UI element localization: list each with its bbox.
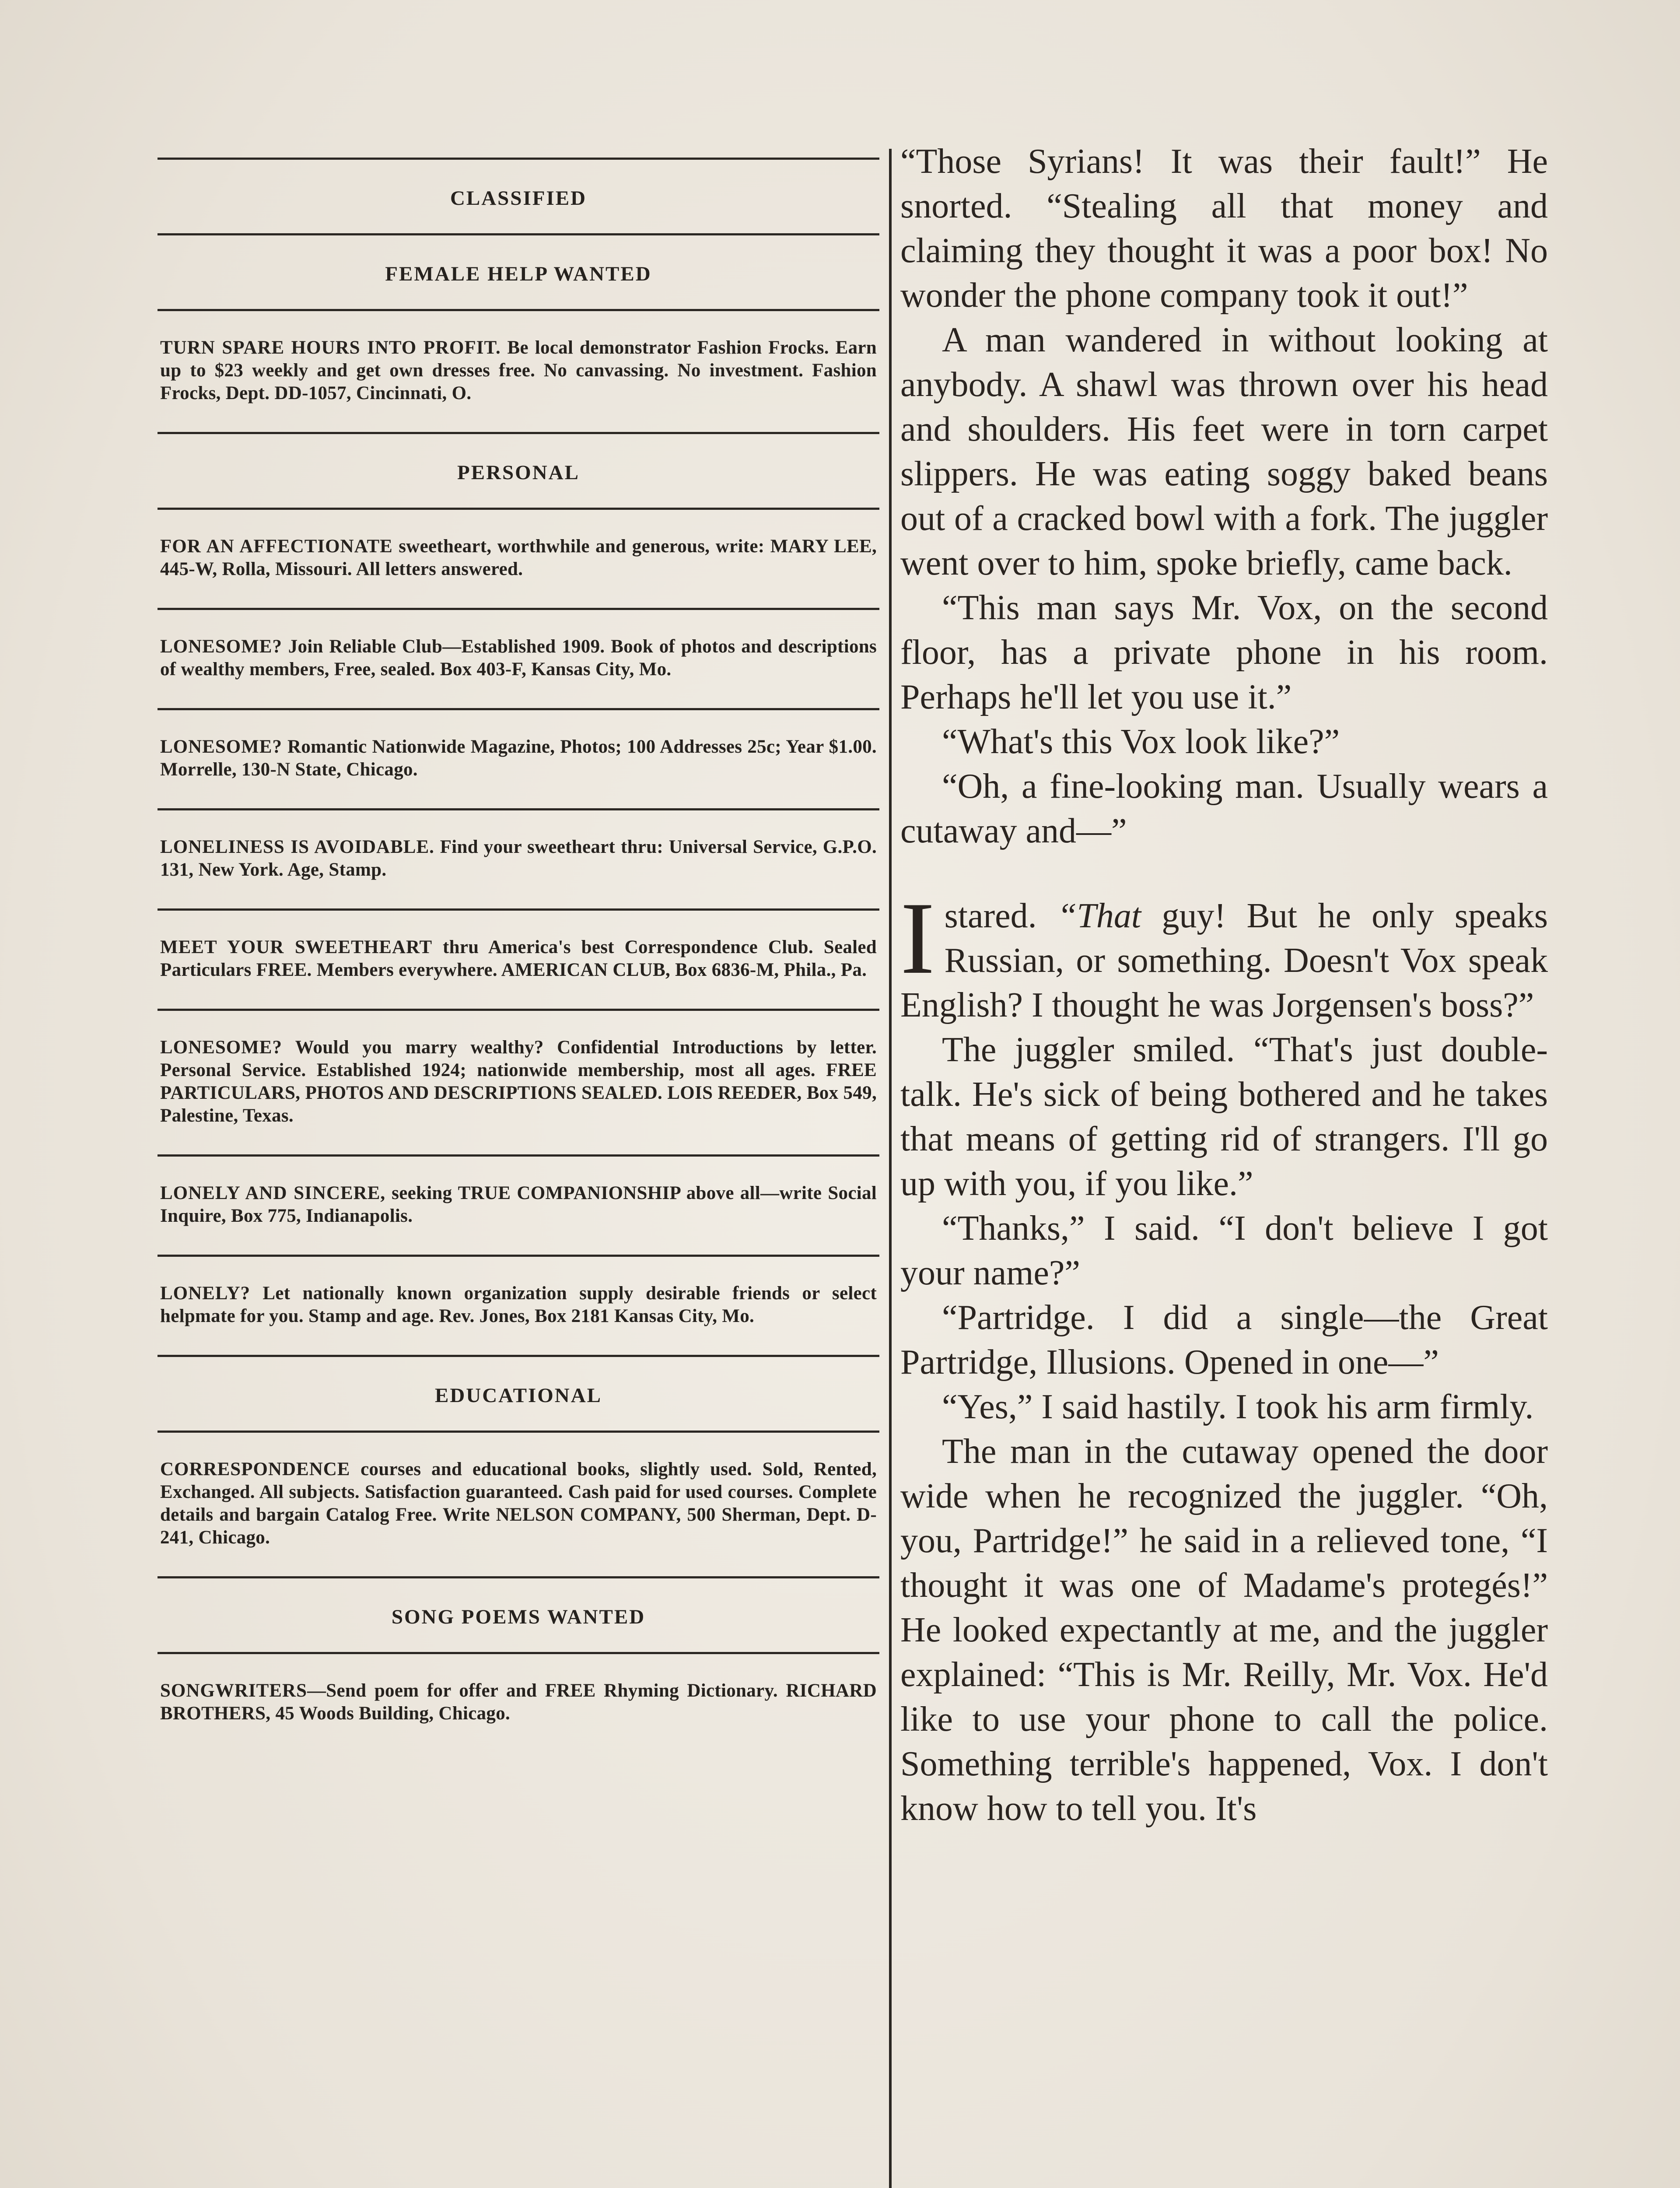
column-divider: [889, 149, 892, 2188]
dropcap-paragraph: [900, 881, 1548, 1027]
ad-body: Would you marry wealthy? Confidential Introductions by letter. Personal Service. Established 1924; nationwide membership, most all ages. FREE PARTICULARS, PHOTOS AND DESCRIPTIONS SEALED. LOIS REEDER, Box 549, Palestine, Texas.: [160, 1037, 877, 1126]
classified-ad: [158, 810, 879, 908]
ad-lead: CORRESPONDENCE: [160, 1459, 350, 1480]
classified-ad: [158, 1654, 879, 1752]
ad-body: Romantic Nationwide Magazine, Photos; 100 Addresses 25c; Year $1.00. Morrelle, 130-N State, Chicago.: [160, 736, 877, 780]
story-paragraphs-after: [900, 1027, 1548, 1831]
section-heading: FEMALE HELP WANTED: [385, 263, 652, 285]
ad-body: Join Reliable Club—Established 1909. Book of photos and descriptions of wealthy members, Free, sealed. Box 403-F, Kansas City, Mo.: [160, 636, 877, 680]
section-heading: SONG POEMS WANTED: [391, 1606, 646, 1628]
ad-lead: LONESOME?: [160, 1037, 282, 1058]
dropcap-text-after: guy! But he only speaks Russian, or something. Doesn't Vox speak English? I thought he was Jorgensen's boss?”: [900, 897, 1548, 1024]
ad-body: Be local demonstrator Fashion Frocks. Earn up to $23 weekly and get own dresses free. No canvassing. No investment. Fashion Frocks, Dept. DD-1057, Cincinnati, O.: [160, 337, 877, 403]
classified-ad: [158, 1433, 879, 1576]
classified-ad: [158, 510, 879, 608]
classified-ad: [158, 1257, 879, 1355]
story-paragraph: “Those Syrians! It was their fault!” He snorted. “Stealing all that money and claiming they thought it was a poor box! No wonder the phone company took it out!”: [900, 142, 1548, 315]
ad-body: seeking TRUE COMPANIONSHIP above all—write Social Inquire, Box 775, Indianapolis.: [160, 1183, 877, 1226]
story-paragraph: “Yes,” I said hastily. I took his arm firmly.: [942, 1388, 1534, 1426]
story-paragraph: The man in the cutaway opened the door wide when he recognized the juggler. “Oh, you, Partridge!” he said in a relieved tone, “I thought it was one of Madame's protegés!” He looked expectantly at me, and the juggler explained: “This is Mr. Reilly, Mr. Vox. He'd like to use your phone to call the police. Something terrible's happened, Vox. I don't know how to tell you. It's: [900, 1432, 1548, 1828]
story-paragraphs-before: [900, 139, 1548, 853]
ad-lead: LONELY?: [160, 1283, 251, 1304]
section-heading: PERSONAL: [457, 461, 580, 484]
ad-body: Let nationally known organization supply desirable friends or select helpmate for you. Stamp and age. Rev. Jones, Box 2181 Kansas City, Mo.: [160, 1283, 877, 1326]
section-heading: CLASSIFIED: [450, 187, 587, 210]
ad-body: courses and educational books, slightly used. Sold, Rented, Exchanged. All subjects. Satisfaction guaranteed. Cash paid for used courses. Complete details and bargain Catalog Free. Write NELSON COMPANY, 500 Sherman, Dept. D-241, Chicago.: [160, 1459, 877, 1548]
story-column: [900, 139, 1548, 1831]
story-paragraph: “Partridge. I did a single—the Great Partridge, Illusions. Opened in one—”: [900, 1298, 1548, 1382]
classified-ad: [158, 610, 879, 708]
classified-ad: [158, 311, 879, 432]
ad-lead: LONESOME?: [160, 736, 282, 757]
story-paragraph: “Thanks,” I said. “I don't believe I got your name?”: [900, 1209, 1548, 1292]
story-paragraph: The juggler smiled. “That's just double-talk. He's sick of being bothered and he takes that means of getting rid of strangers. I'll go up with you, if you like.”: [900, 1031, 1548, 1203]
dropcap-letter: I: [900, 881, 935, 996]
ad-body: sweetheart, worthwhile and generous, write: MARY LEE, 445-W, Rolla, Missouri. All letters answered.: [160, 536, 877, 579]
classified-ad: [158, 1157, 879, 1255]
story-paragraph: A man wandered in without looking at anybody. A shawl was thrown over his head and shoulders. His feet were in torn carpet slippers. He was eating soggy baked beans out of a cracked bowl with a fork. The juggler went over to him, spoke briefly, came back.: [900, 321, 1548, 582]
ad-lead: TURN SPARE HOURS INTO PROFIT.: [160, 337, 501, 358]
section-break: [900, 853, 1548, 894]
classified-ad: [158, 911, 879, 1009]
story-paragraph: “Oh, a fine-looking man. Usually wears a cutaway and—”: [900, 767, 1548, 850]
story-paragraph: “What's this Vox look like?”: [942, 722, 1340, 761]
ad-body: thru America's best Correspondence Club. Sealed Particulars FREE. Members everywhere. AMERICAN CLUB, Box 6836-M, Phila., Pa.: [160, 937, 877, 980]
story-paragraph: “This man says Mr. Vox, on the second floor, has a private phone in his room. Perhaps he'll let you use it.”: [900, 589, 1548, 716]
classified-ad: [158, 1011, 879, 1154]
ad-lead: LONELY AND SINCERE,: [160, 1183, 386, 1203]
ad-body: —Send poem for offer and FREE Rhyming Dictionary. RICHARD BROTHERS, 45 Woods Building, Chicago.: [160, 1680, 877, 1724]
section-heading: EDUCATIONAL: [434, 1384, 602, 1407]
dropcap-emphasis: “That: [1057, 897, 1141, 935]
dropcap-text-before: stared.: [944, 897, 1057, 935]
ad-body: Find your sweetheart thru: Universal Service, G.P.O. 131, New York. Age, Stamp.: [160, 837, 877, 880]
ad-lead: FOR AN AFFECTIONATE: [160, 536, 393, 557]
ad-lead: LONESOME?: [160, 636, 282, 657]
ad-lead: MEET YOUR SWEETHEART: [160, 937, 433, 957]
classified-ad: [158, 710, 879, 808]
ad-lead: LONELINESS IS AVOIDABLE.: [160, 837, 434, 857]
ad-lead: SONGWRITERS: [160, 1680, 307, 1701]
classified-column: [158, 158, 879, 2188]
